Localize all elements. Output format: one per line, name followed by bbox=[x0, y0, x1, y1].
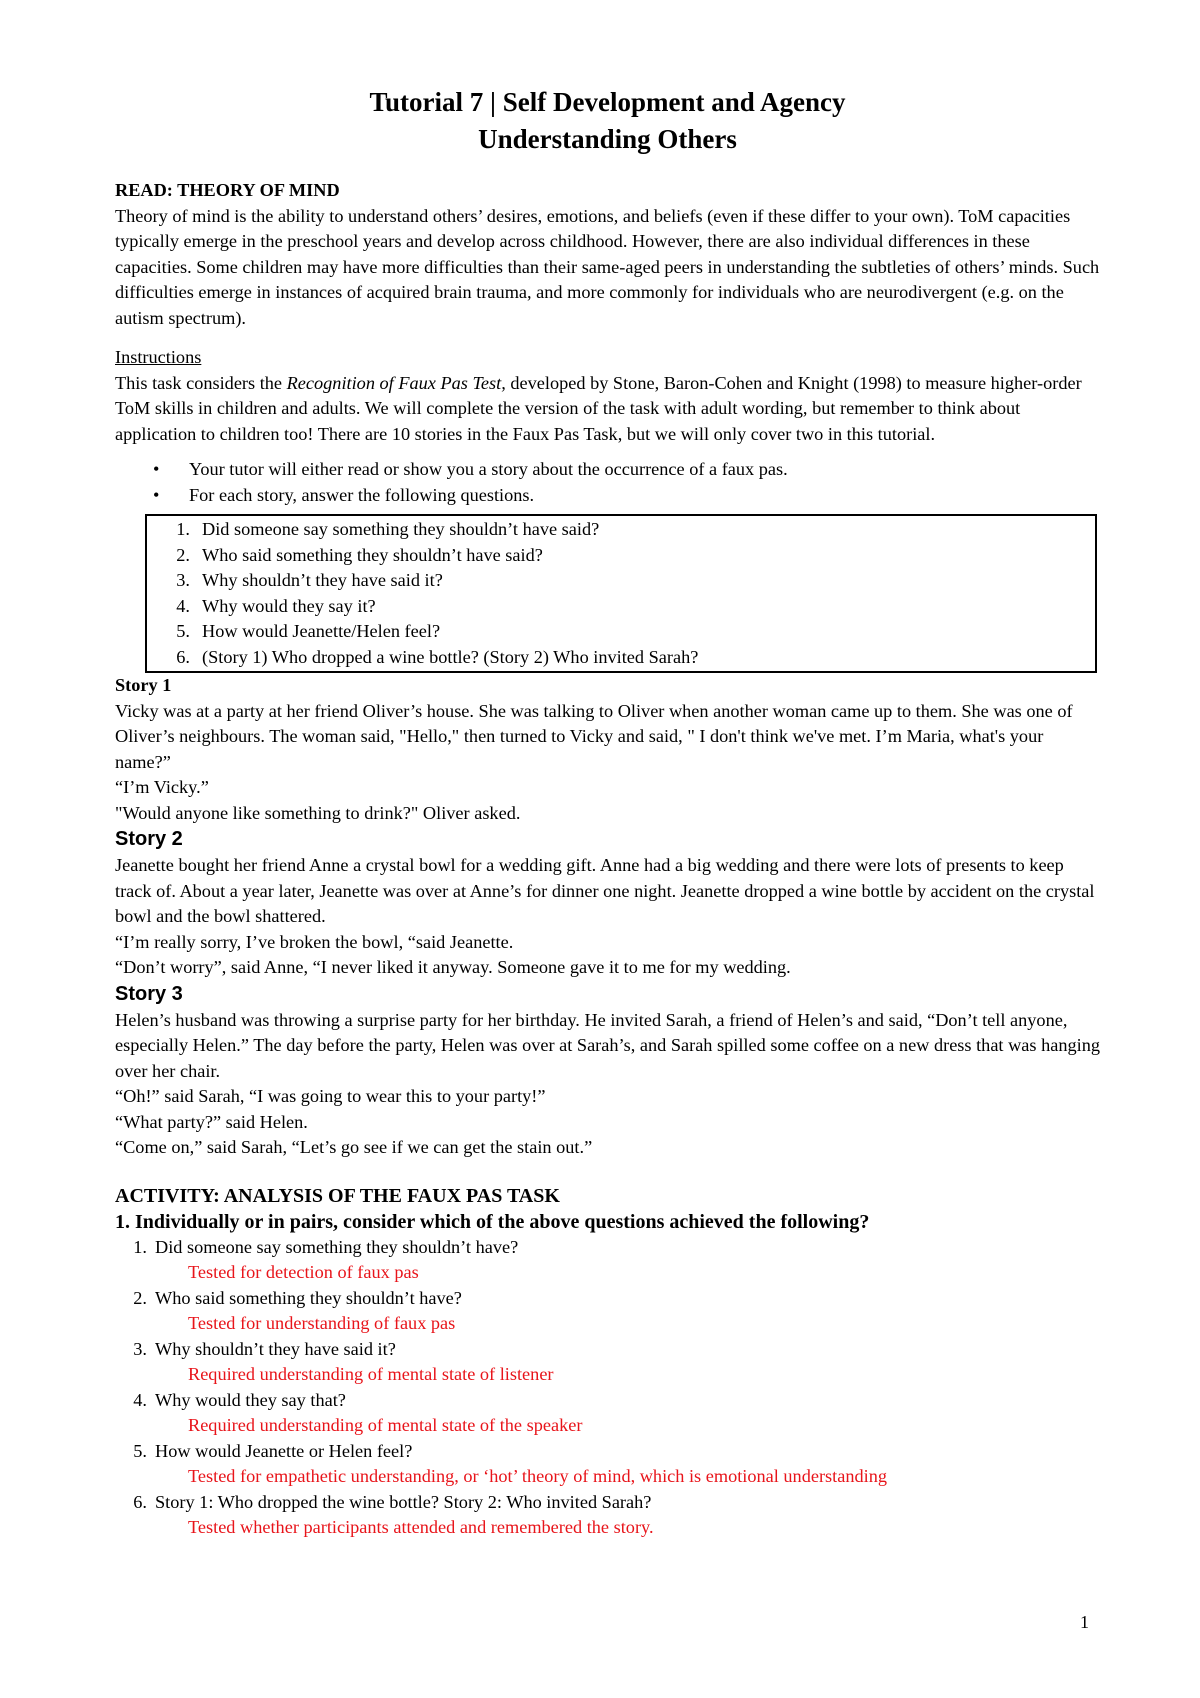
bullet-item: • For each story, answer the following questions. bbox=[115, 483, 1100, 509]
story-1-line: Vicky was at a party at her friend Oliver’s house. She was talking to Oliver when another woman came up to them. She was one of Oliver’s neighbours. The woman said, "Hello," then turned to Vicky and said, " I don't think we've met. I’m Maria, what's your name?” bbox=[115, 700, 1073, 772]
activity-item bbox=[115, 1388, 1100, 1414]
activity-subheading: 1. Individually or in pairs, consider which of the above questions achieved the following? bbox=[115, 1210, 870, 1233]
question-number: 3. bbox=[176, 570, 190, 590]
activity-item bbox=[115, 1490, 1100, 1516]
question-number: 4. bbox=[176, 595, 190, 616]
page-content bbox=[115, 84, 1100, 1541]
question-number: 1. bbox=[176, 519, 190, 539]
activity-item-answer: Tested whether participants attended and remembered the story. bbox=[188, 1517, 654, 1537]
instructions-heading: Instructions bbox=[115, 347, 202, 367]
bullet-item: • Your tutor will either read or show you a story about the occurrence of a faux pas. bbox=[115, 457, 1100, 483]
activity-item-question: How would Jeanette or Helen feel? bbox=[155, 1440, 413, 1461]
page-number: 1 bbox=[1080, 1612, 1089, 1632]
read-paragraph: Theory of mind is the ability to understand others’ desires, emotions, and beliefs (even if these differ to your own). ToM capacities typically emerge in the preschool years and develop across childhood. However, there are also individual differences in these capacities. Some children may have more difficulties than their same-aged peers in understanding the subtleties of others’ minds. Such difficulties emerge in instances of acquired brain trauma, and more commonly for individuals who are neurodivergent (e.g. on the autism spectrum). bbox=[115, 205, 1100, 328]
question-text: Why would they say it? bbox=[202, 595, 376, 616]
activity-item-answer: Required understanding of mental state of listener bbox=[188, 1364, 554, 1384]
questions-box bbox=[145, 514, 1097, 673]
activity-item-question: Did someone say something they shouldn’t have? bbox=[155, 1236, 519, 1257]
activity-item-number: 2. bbox=[133, 1287, 147, 1308]
story-3-line: “What party?” said Helen. bbox=[115, 1111, 308, 1132]
instructions-paragraph bbox=[115, 371, 1100, 448]
question-text: Why shouldn’t they have said it? bbox=[202, 570, 443, 590]
story-3-line: “Come on,” said Sarah, “Let’s go see if we can get the stain out.” bbox=[115, 1137, 593, 1157]
question-text: Who said something they shouldn’t have said? bbox=[202, 544, 543, 565]
activity-item-answer: Required understanding of mental state of the speaker bbox=[188, 1415, 583, 1435]
activity-item bbox=[115, 1235, 1100, 1261]
story-2-line: “Don’t worry”, said Anne, “I never liked it anyway. Someone gave it to me for my wedding. bbox=[115, 957, 791, 977]
activity-item-answer: Tested for detection of faux pas bbox=[188, 1262, 419, 1282]
instructions-bullets bbox=[115, 457, 1100, 508]
activity-item bbox=[115, 1286, 1100, 1312]
activity-item-number: 5. bbox=[133, 1440, 147, 1461]
instructions-text-after: developed by Stone, Baron-Cohen and Knight (1998) to measure higher-order ToM skills in children and adults. We will complete the version of the task with adult wording, but remember to think about application to children too! There are 10 stories in the Faux Pas Task, but we will only cover two in this tutorial. bbox=[115, 372, 1082, 444]
activity-item-question: Story 1: Who dropped the wine bottle? Story 2: Who invited Sarah? bbox=[155, 1491, 652, 1512]
activity-item-question: Why shouldn’t they have said it? bbox=[155, 1338, 396, 1359]
read-heading: READ: THEORY OF MIND bbox=[115, 180, 340, 200]
activity-item-question: Why would they say that? bbox=[155, 1389, 346, 1410]
story-2-heading: Story 2 bbox=[115, 828, 183, 850]
question-text: Did someone say something they shouldn’t have said? bbox=[202, 519, 600, 539]
activity-item bbox=[115, 1337, 1100, 1363]
question-row bbox=[147, 594, 1095, 620]
story-3-line: “Oh!” said Sarah, “I was going to wear this to your party!” bbox=[115, 1086, 546, 1106]
activity-item-number: 4. bbox=[133, 1389, 147, 1410]
question-number: 5. bbox=[176, 621, 190, 641]
question-row bbox=[147, 645, 1095, 671]
activity-heading: ACTIVITY: ANALYSIS OF THE FAUX PAS TASK bbox=[115, 1184, 560, 1207]
question-row bbox=[147, 619, 1095, 645]
instructions-text-before: This task considers the bbox=[115, 372, 287, 393]
story-2-line: Jeanette bought her friend Anne a crystal bowl for a wedding gift. Anne had a big wedding and there were lots of presents to keep track of. About a year later, Jeanette was over at Anne’s for dinner one night. Jeanette dropped a wine bottle by accident on the crystal bowl and the bowl shattered. bbox=[115, 855, 1095, 926]
story-1-line: "Would anyone like something to drink?" Oliver asked. bbox=[115, 802, 521, 823]
activity-item-number: 6. bbox=[133, 1491, 147, 1512]
activity-item-answer: Tested for understanding of faux pas bbox=[188, 1313, 456, 1333]
question-number: 6. bbox=[176, 646, 190, 667]
story-3-line: Helen’s husband was throwing a surprise party for her birthday. He invited Sarah, a friend of Helen’s and said, “Don’t tell anyone, especially Helen.” The day before the party, Helen was over at Sarah’s, and Sarah spilled some coffee on a new dress that was hanging over her chair. bbox=[115, 1009, 1100, 1081]
story-1-line: “I’m Vicky.” bbox=[115, 777, 209, 797]
story-3-heading: Story 3 bbox=[115, 982, 183, 1005]
question-row bbox=[147, 517, 1095, 543]
story-1-heading: Story 1 bbox=[115, 675, 172, 695]
question-row bbox=[147, 568, 1095, 594]
question-text: How would Jeanette/Helen feel? bbox=[202, 621, 441, 641]
page-subtitle: Understanding Others bbox=[478, 124, 737, 154]
activity-item bbox=[115, 1439, 1100, 1465]
test-name: Recognition of Faux Pas Test, bbox=[286, 372, 506, 393]
activity-item-answer: Tested for empathetic understanding, or ‘hot’ theory of mind, which is emotional understanding bbox=[188, 1466, 887, 1486]
activity-item-number: 1. bbox=[133, 1236, 147, 1257]
story-2-line: “I’m really sorry, I’ve broken the bowl, “said Jeanette. bbox=[115, 931, 514, 952]
question-number: 2. bbox=[176, 544, 190, 565]
question-text: (Story 1) Who dropped a wine bottle? (Story 2) Who invited Sarah? bbox=[202, 646, 699, 667]
question-row bbox=[147, 543, 1095, 569]
page-title: Tutorial 7 | Self Development and Agency bbox=[369, 87, 846, 117]
activity-item-number: 3. bbox=[133, 1338, 147, 1359]
activity-item-question: Who said something they shouldn’t have? bbox=[155, 1287, 462, 1308]
